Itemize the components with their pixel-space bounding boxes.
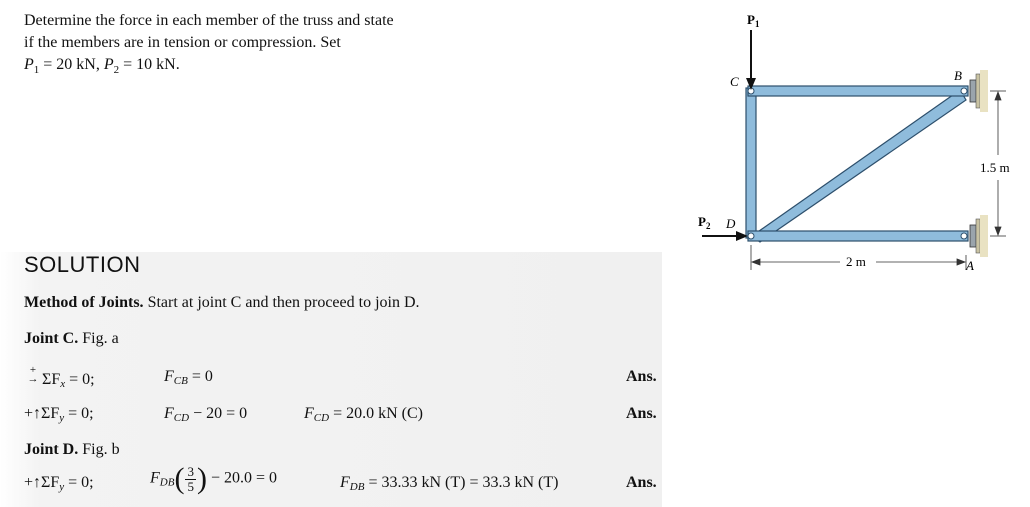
member-db	[752, 90, 966, 242]
p2-value: = 10 kN.	[119, 56, 180, 73]
equation-2-condition: $+↑\Sigma F_y = 0$;	[24, 405, 94, 424]
joint-d-figref: Fig. b	[78, 441, 120, 458]
p1-symbol: P	[24, 56, 34, 73]
solution-heading: SOLUTION	[24, 252, 141, 277]
member-cd	[746, 88, 756, 238]
support-b	[970, 70, 988, 112]
label-c: C	[730, 74, 739, 89]
sign-convention-right-icon: + →	[27, 364, 39, 385]
label-d: D	[726, 216, 736, 231]
answer-1-label: Ans.	[626, 368, 657, 385]
problem-line-2: if the members are in tension or compression. Set	[24, 34, 341, 51]
label-p1: $P_1$	[747, 12, 760, 29]
joint-a-pin	[961, 233, 967, 239]
joint-d-heading	[24, 441, 120, 459]
p1-value: = 20 kN,	[39, 56, 104, 73]
p2-symbol: P	[103, 56, 114, 73]
label-p2: $P_2$	[698, 214, 711, 231]
member-da	[748, 231, 968, 241]
truss-figure	[690, 0, 1030, 280]
joint-c-figref: Fig. a	[78, 330, 119, 347]
method-line	[24, 294, 420, 312]
joint-c-label: Joint C.	[24, 330, 79, 347]
equation-2-body: $F_{CD} - 20 = 0$	[164, 405, 248, 424]
equation-3-result: $F_{DB} = 33.33$ kN (T) = 33.3 kN (T)	[340, 474, 559, 493]
problem-line-1: Determine the force in each member of the truss and state	[24, 12, 394, 29]
dimension-height-label: 1.5 m	[980, 160, 1010, 175]
solution-panel	[0, 252, 662, 507]
equation-3-condition: $+↑\Sigma F_y = 0$;	[24, 474, 94, 493]
answer-2-label: Ans.	[626, 405, 657, 422]
joint-d-label: Joint D.	[24, 441, 79, 458]
equation-1-condition: + → $\Sigma F_x = 0$;	[24, 368, 95, 390]
problem-line-3	[24, 54, 479, 81]
equation-2-result: $F_{CD} = 20.0$ kN (C)	[304, 405, 423, 424]
load-p2-arrow	[702, 231, 748, 241]
method-text: Start at joint C and then proceed to join D.	[143, 294, 420, 311]
equation-1-body: $F_{CB} = 0$	[164, 368, 213, 387]
dimension-width-label: 2 m	[846, 254, 866, 269]
label-b: B	[954, 68, 962, 83]
joint-b-pin	[961, 88, 967, 94]
problem-statement	[24, 10, 479, 81]
p2-subscript: 2	[113, 64, 120, 76]
label-a: A	[966, 258, 974, 273]
p1-subscript: 1	[33, 64, 40, 76]
joint-c-heading	[24, 330, 119, 348]
support-a	[970, 215, 988, 257]
member-cb	[748, 86, 968, 96]
joint-d-pin	[748, 233, 754, 239]
truss-members	[746, 86, 968, 242]
method-label: Method of Joints.	[24, 294, 144, 311]
answer-3-label: Ans.	[626, 474, 657, 491]
load-p1-arrow	[746, 30, 756, 90]
fraction-3-5: $\frac{3}{5}$	[187, 463, 194, 494]
equation-3-body: $F_{DB}$( $\frac{3}{5}$ ) − 20.0 = 0	[150, 462, 277, 495]
